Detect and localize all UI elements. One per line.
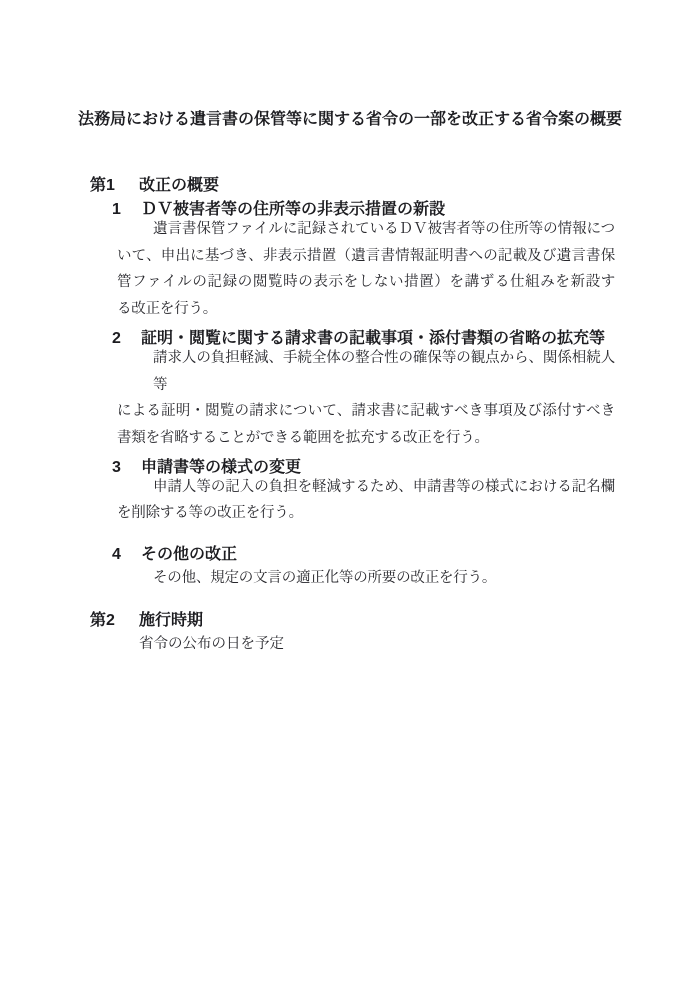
item-4-heading-row — [0, 545, 700, 565]
item-1-number: 1 — [112, 201, 121, 218]
item-1-paragraph — [117, 216, 615, 323]
item-2-paragraph — [117, 345, 615, 452]
body-line: を削除する等の改正を行う。 — [117, 505, 303, 522]
item-4-number: 4 — [112, 546, 121, 564]
section-2-heading-row — [0, 611, 700, 631]
item-3-paragraph — [117, 474, 615, 527]
section-2-label: 第2 — [90, 611, 115, 629]
item-2-number: 2 — [112, 329, 121, 347]
section-1-heading-row — [0, 176, 700, 196]
item-3-heading: 申請書等の様式の変更 — [141, 458, 302, 476]
item-1-heading: ＤＶ被害者等の住所等の非表示措置の新設 — [141, 201, 446, 218]
body-line: いて、申出に基づき、非表示措置（遺言書情報証明書への記載及び遺言書保 — [117, 247, 615, 264]
body-line: 請求人の負担軽減、手続全体の整合性の確保等の観点から、関係相続人等 — [153, 349, 615, 393]
item-4-heading: その他の改正 — [141, 546, 238, 564]
item-3-number: 3 — [112, 458, 121, 476]
body-line: 遺言書保管ファイルに記録されているＤＶ被害者等の住所等の情報につ — [153, 221, 615, 237]
body-line: による証明・閲覧の請求について、請求書に記載すべき事項及び添付すべき — [117, 403, 615, 420]
body-line: 書類を省略することができる範囲を拡充する改正を行う。 — [117, 429, 489, 446]
document-title: 法務局における遺言書の保管等に関する省令の一部を改正する省令案の概要 — [77, 111, 622, 128]
section-1-label: 第1 — [90, 177, 115, 194]
body-line: 申請人等の記入の負担を軽減するため、申請書等の様式における記名欄 — [153, 478, 615, 495]
item-2-heading: 証明・閲覧に関する請求書の記載事項・添付書類の省略の拡充等 — [141, 329, 606, 347]
section-1-heading: 改正の概要 — [139, 177, 220, 194]
body-line: その他、規定の文言の適正化等の所要の改正を行う。 — [153, 570, 497, 587]
item-4-paragraph — [117, 565, 615, 592]
section-2-body: 省令の公布の日を予定 — [139, 635, 284, 652]
body-line: 管ファイルの記録の閲覧時の表示をしない措置）を講ずる仕組みを新設す — [117, 274, 615, 291]
body-line: る改正を行う。 — [117, 301, 218, 318]
section-2-heading: 施行時期 — [139, 611, 204, 629]
